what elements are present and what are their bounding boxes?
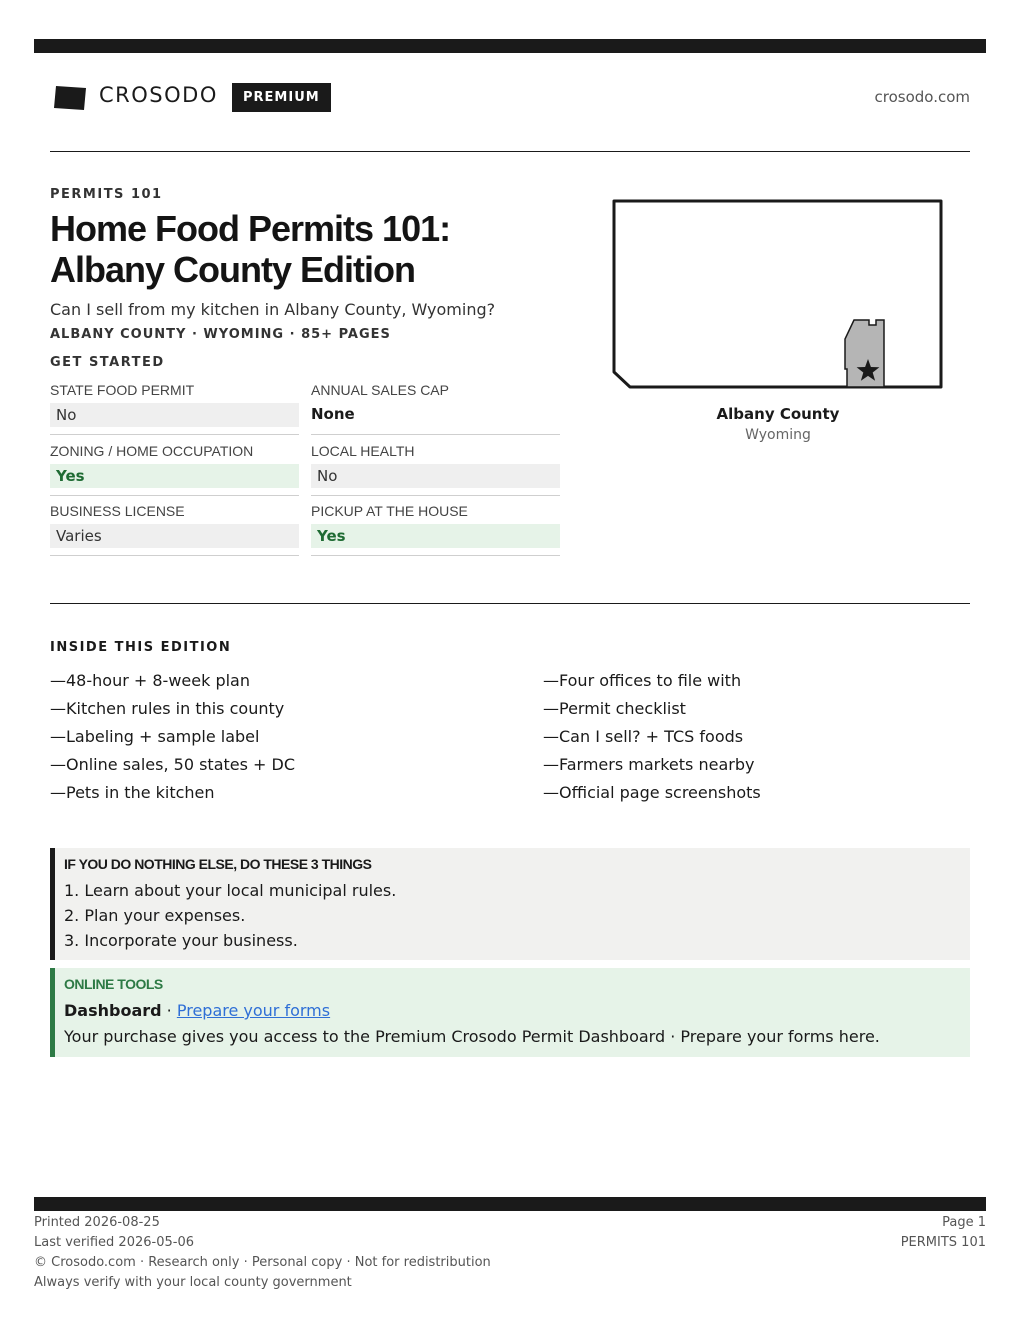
footer-section: PERMITS 101: [900, 1235, 986, 1250]
online-tools-title: ONLINE TOOLS: [64, 976, 163, 992]
inside-edition-heading: INSIDE THIS EDITION: [50, 640, 232, 655]
fact-label: ZONING / HOME OCCUPATION: [50, 443, 254, 459]
dashboard-description: Your purchase gives you access to the Premium Crosodo Permit Dashboard · Prepare your forms here.: [64, 1027, 880, 1046]
fact-value: Yes: [50, 464, 299, 488]
inside-list-left: [50, 667, 295, 807]
page-subtitle: Can I sell from my kitchen in Albany County, Wyoming?: [50, 300, 496, 319]
fact-business-license: [50, 503, 299, 556]
dashboard-label: Dashboard: [64, 1001, 162, 1020]
fact-value: Varies: [50, 524, 299, 548]
online-tools-box: [50, 968, 970, 1057]
page-title: Home Food Permits 101: Albany County Edition: [50, 208, 451, 290]
fact-value: None: [311, 405, 355, 423]
inside-list-right: [543, 667, 761, 807]
verified-date: Last verified 2026-05-06: [34, 1235, 194, 1250]
list-item: —Four offices to file with: [543, 671, 742, 690]
list-item: —Official page screenshots: [543, 783, 761, 802]
map-state-label: Wyoming: [745, 427, 811, 443]
three-things-callout: [50, 848, 970, 960]
list-item: —48-hour + 8-week plan: [50, 671, 250, 690]
fact-annual-sales-cap: [311, 382, 560, 435]
site-url: crosodo.com: [874, 88, 970, 106]
get-started-heading: GET STARTED: [50, 355, 165, 370]
fact-state-food-permit: [50, 382, 299, 435]
section-divider: [50, 603, 970, 604]
list-item: —Permit checklist: [543, 699, 686, 718]
fact-label: LOCAL HEALTH: [311, 443, 415, 459]
list-item: —Labeling + sample label: [50, 727, 260, 746]
wyoming-state-outline: [614, 201, 941, 387]
fact-label: ANNUAL SALES CAP: [311, 382, 449, 398]
fact-label: STATE FOOD PERMIT: [50, 382, 195, 398]
edition-meta: ALBANY COUNTY · WYOMING · 85+ PAGES: [50, 327, 391, 342]
list-item: 1. Learn about your local municipal rules.: [64, 881, 397, 900]
fact-pickup-at-house: [311, 503, 560, 556]
brand-name: CROSODO: [99, 83, 218, 107]
fact-value: No: [311, 464, 560, 488]
fact-label: BUSINESS LICENSE: [50, 503, 185, 519]
top-rule-bar: [34, 39, 986, 53]
list-item: —Can I sell? + TCS foods: [543, 727, 744, 746]
header-divider: [50, 151, 970, 152]
callout-list: [64, 878, 396, 953]
copyright-notice: © Crosodo.com · Research only · Personal copy · Not for redistribution: [34, 1255, 491, 1270]
printed-date: Printed 2026-08-25: [34, 1215, 160, 1230]
separator: ·: [161, 1001, 177, 1020]
list-item: —Pets in the kitchen: [50, 783, 215, 802]
verify-disclaimer: Always verify with your local county government: [34, 1275, 352, 1290]
footer-left: [34, 1213, 491, 1293]
fact-zoning: [50, 443, 299, 496]
fact-label: PICKUP AT THE HOUSE: [311, 503, 468, 519]
footer-rule-bar: [34, 1197, 986, 1211]
prepare-forms-link[interactable]: Prepare your forms: [176, 1001, 331, 1020]
map-county-label: Albany County: [716, 405, 840, 423]
fact-value: Yes: [311, 524, 560, 548]
fact-local-health: [311, 443, 560, 496]
page-header: [50, 80, 970, 114]
dashboard-line: [64, 1001, 330, 1020]
page-number: Page 1: [942, 1215, 986, 1230]
list-item: 3. Incorporate your business.: [64, 931, 298, 950]
footer-right: [901, 1213, 986, 1253]
premium-badge: PREMIUM: [232, 83, 331, 112]
crosodo-logo-icon: [54, 84, 86, 110]
list-item: —Online sales, 50 states + DC: [50, 755, 296, 774]
fact-value: No: [50, 403, 299, 427]
list-item: 2. Plan your expenses.: [64, 906, 246, 925]
callout-title: IF YOU DO NOTHING ELSE, DO THESE 3 THINGS: [64, 856, 372, 872]
county-locator-map: [612, 198, 944, 392]
list-item: —Kitchen rules in this county: [50, 699, 285, 718]
list-item: —Farmers markets nearby: [543, 755, 755, 774]
section-kicker: PERMITS 101: [50, 187, 163, 202]
